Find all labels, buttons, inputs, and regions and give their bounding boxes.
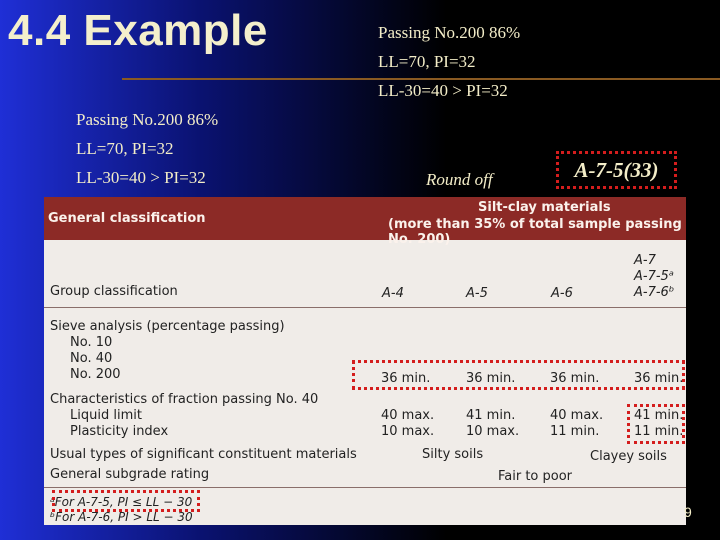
ll-value: 41 min. — [634, 408, 684, 423]
annotation-top — [378, 18, 520, 105]
pi-value: 11 min. — [634, 424, 684, 439]
annotation-top-line: LL-30=40 > PI=32 — [378, 81, 508, 100]
silt-clay-subheading: (more than 35% of total sample passing No. 200) — [388, 217, 682, 247]
usual-types-label: Usual types of significant constituent materials — [50, 447, 357, 462]
pi-value: 10 max. — [466, 424, 520, 439]
fair-to-poor: Fair to poor — [498, 469, 573, 484]
result-box: A-7-5(33) — [556, 151, 677, 189]
group-a6: A-6 — [551, 286, 573, 301]
annotation-left-line: Passing No.200 86% — [76, 110, 219, 129]
page-number: 9 — [684, 504, 692, 520]
table-header — [44, 197, 686, 247]
general-classification-label: General classification — [48, 211, 206, 226]
clayey-soils: Clayey soils — [590, 449, 667, 464]
sieve-no40: No. 40 — [70, 351, 113, 366]
group-classification-label: Group classification — [50, 284, 178, 299]
no200-value: 36 min. — [550, 371, 600, 386]
annotation-left — [76, 105, 218, 192]
ll-value: 40 max. — [381, 408, 435, 423]
group-a4: A-4 — [382, 286, 404, 301]
group-a7-5: A-7-5ᵃ — [634, 269, 674, 284]
no200-value: 36 min. — [381, 371, 431, 386]
pi-value: 11 min. — [550, 424, 600, 439]
silty-soils: Silty soils — [422, 447, 484, 462]
row-divider — [44, 307, 686, 308]
slide-title: 4.4 Example — [8, 6, 268, 55]
plasticity-index-label: Plasticity index — [70, 424, 169, 439]
title-divider — [122, 78, 720, 80]
highlight-a7-limits — [627, 404, 685, 444]
group-a7: A-7 — [634, 253, 656, 268]
sieve-no10: No. 10 — [70, 335, 113, 350]
row-divider — [44, 487, 686, 488]
silt-clay-heading: Silt-clay materials — [478, 200, 611, 215]
highlight-no200-row — [352, 360, 685, 390]
footnote-a: ᵃFor A-7-5, PI ≤ LL − 30 — [50, 495, 193, 509]
sieve-analysis-label: Sieve analysis (percentage passing) — [50, 319, 285, 334]
no200-value: 36 min. — [466, 371, 516, 386]
liquid-limit-label: Liquid limit — [70, 408, 142, 423]
annotation-top-line: LL=70, PI=32 — [378, 52, 476, 71]
highlight-footnote-a — [52, 490, 200, 512]
annotation-top-line: Passing No.200 86% — [378, 23, 521, 42]
sieve-no200: No. 200 — [70, 367, 121, 382]
no200-value: 36 min. — [634, 371, 684, 386]
footnote-b: ᵇFor A-7-6, PI > LL − 30 — [50, 510, 193, 524]
characteristics-label: Characteristics of fraction passing No. 40 — [50, 392, 319, 407]
round-off-label: Round off — [426, 170, 493, 189]
group-a7-6: A-7-6ᵇ — [634, 285, 675, 300]
pi-value: 10 max. — [381, 424, 435, 439]
subgrade-rating-label: General subgrade rating — [50, 467, 210, 482]
annotation-left-line: LL-30=40 > PI=32 — [76, 168, 206, 187]
group-a5: A-5 — [466, 286, 488, 301]
ll-value: 41 min. — [466, 408, 516, 423]
annotation-left-line: LL=70, PI=32 — [76, 139, 174, 158]
ll-value: 40 max. — [550, 408, 604, 423]
